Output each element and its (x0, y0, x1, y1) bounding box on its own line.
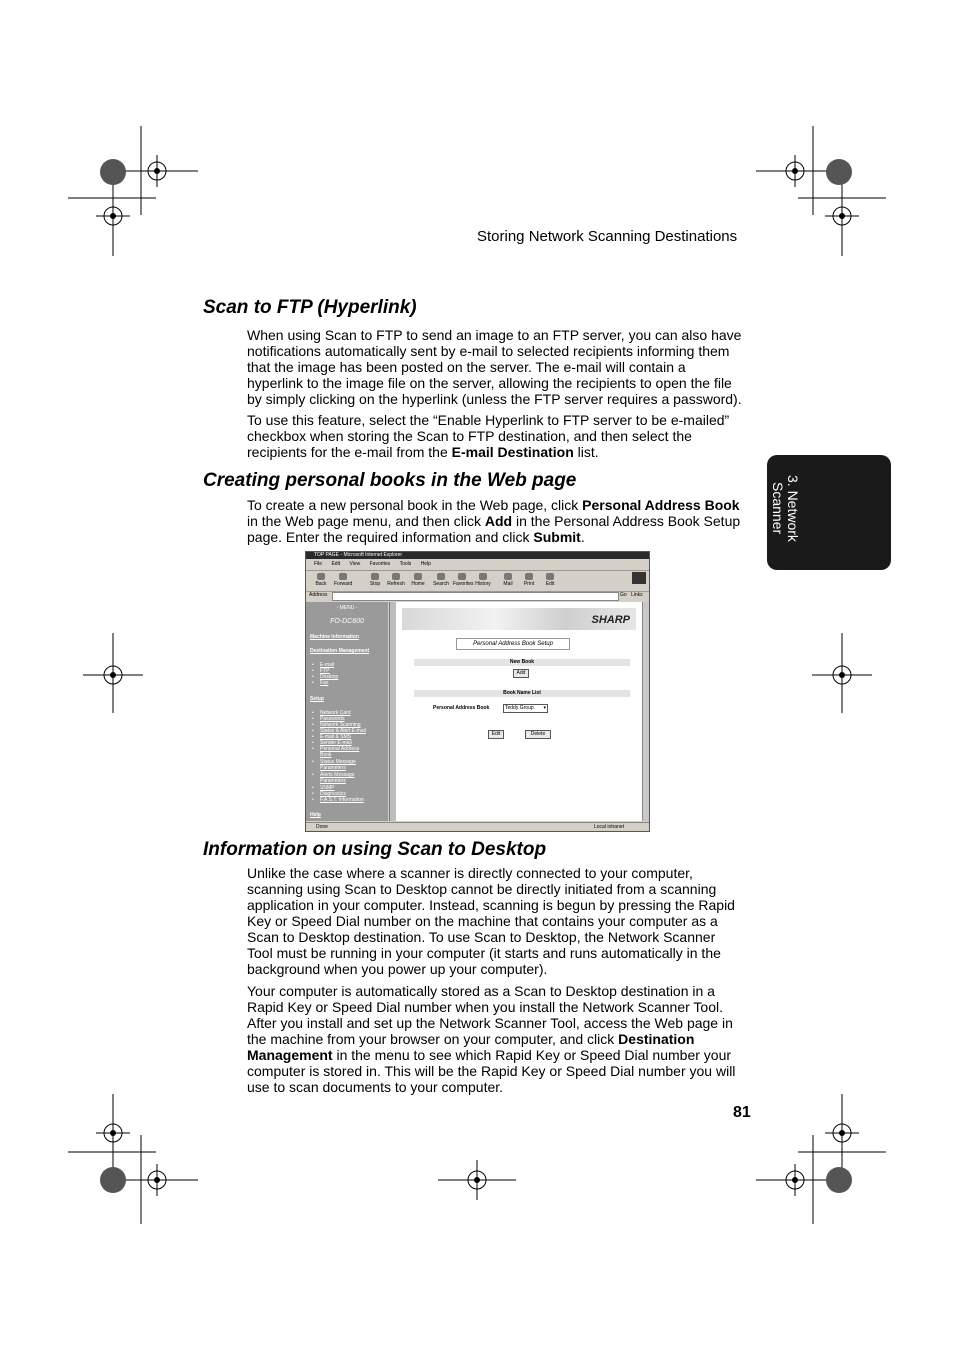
section-heading-scan-to-desktop: Information on using Scan to Desktop (203, 839, 547, 860)
status-text: Done (316, 824, 328, 830)
book-name-list-bar: Book Name List (414, 690, 630, 697)
section-heading-scan-to-ftp: Scan to FTP (Hyperlink) (203, 297, 417, 318)
search-button[interactable]: Search (432, 573, 450, 587)
history-button[interactable]: History (474, 573, 492, 587)
running-header: Storing Network Scanning Destinations (477, 228, 738, 245)
book-select[interactable]: Teddy Group ▾ (505, 705, 546, 711)
address-input[interactable] (332, 592, 619, 601)
menu-item[interactable]: File (314, 561, 323, 567)
back-icon (317, 573, 325, 580)
history-icon (479, 573, 487, 580)
sidebar-item-snmp[interactable]: • SNMP (320, 785, 334, 791)
chapter-tab-label (767, 455, 891, 570)
paragraph: To use this feature, select the “Enable Hyperlink to FTP server to be e-mailed” checkbox when storing the Scan to FTP destination, and then select the recipients for the e-mail from the E-mail Destination list. (247, 412, 730, 460)
zone-text: Local intranet (594, 824, 625, 830)
sidebar-scrollbar[interactable] (389, 602, 396, 821)
go-button[interactable]: Go (620, 592, 627, 598)
refresh-icon (392, 573, 400, 580)
web-menu-sidebar (306, 602, 388, 821)
chevron-down-icon: ▾ (543, 705, 546, 711)
menu-item[interactable]: Favorites (369, 561, 391, 567)
home-icon (414, 573, 422, 580)
print-icon (525, 573, 533, 580)
links-label[interactable]: Links (631, 592, 643, 598)
sidebar-item-personal-address-book[interactable]: • Personal Address Book (320, 746, 370, 758)
model-name: FO-DC600 (330, 618, 364, 625)
sidebar-item-status-alert-email[interactable]: • Status & Alert E-mail (320, 728, 366, 734)
menu-item[interactable]: Edit (331, 561, 341, 567)
add-button[interactable]: Add (513, 669, 529, 678)
pab-label: Personal Address Book (433, 705, 490, 711)
browser-title-bar: TOP PAGE - Microsoft Internet Explorer (306, 552, 649, 559)
edit-book-button[interactable]: Edit (488, 730, 504, 739)
address-bar (306, 591, 649, 600)
new-book-bar: New Book (414, 659, 630, 666)
sidebar-item-email-sms[interactable]: • E-mail & SMS (320, 734, 351, 740)
browser-menu-bar (306, 560, 649, 568)
print-button[interactable]: Print (520, 573, 538, 587)
edit-button[interactable]: Edit (541, 573, 559, 587)
help-link[interactable]: Help (310, 812, 321, 818)
menu-heading: - MENU - (336, 605, 358, 611)
stop-button[interactable]: Stop (366, 573, 384, 587)
destination-management-link[interactable]: Destination Management (310, 648, 370, 654)
stop-icon (371, 573, 379, 580)
browser-screenshot (305, 551, 650, 832)
menu-item[interactable]: View (349, 561, 361, 567)
paragraph: Your computer is automatically stored as a Scan to Desktop destination in a Rapid Key or Speed Dial number when you install the Network Scanner Tool. After you install and set up the Network Scanner Tool, access the Web page in the machine from your browser on your computer, and click Destination Management in the menu to see which Rapid Key or Speed Dial number your computer is stored in. This will be the Rapid Key or Speed Dial number you will use to scan documents to your computer. (247, 983, 736, 1095)
ie-logo-icon (632, 572, 646, 584)
delete-button[interactable]: Delete (525, 730, 551, 739)
sidebar-item-email[interactable]: • E-mail (320, 662, 334, 668)
sidebar-item-desktop[interactable]: • Desktop (320, 674, 338, 680)
sidebar-item-status-message[interactable]: • Status Message Parameters (320, 759, 370, 771)
content-scrollbar[interactable] (642, 602, 649, 821)
home-button[interactable]: Home (409, 573, 427, 587)
sidebar-item-alerts-message[interactable]: • Alerts Message Parameters (320, 772, 370, 784)
browser-status-bar (306, 822, 649, 832)
refresh-button[interactable]: Refresh (387, 573, 405, 587)
page-number: 81 (733, 1104, 751, 1121)
sidebar-item-fast-information[interactable]: • F.A.S.T. Information (320, 797, 364, 803)
back-button[interactable]: Back (312, 573, 330, 587)
forward-icon (339, 573, 347, 580)
favorites-button[interactable]: Favorites (453, 573, 471, 587)
sidebar-item-sender-email[interactable]: • Sender E-mail (320, 740, 352, 746)
menu-item[interactable]: Help (420, 561, 431, 567)
web-content-pane (396, 602, 642, 821)
page-title: Personal Address Book Setup (456, 638, 570, 650)
sidebar-item-network-card[interactable]: • Network Card (320, 710, 351, 716)
machine-information-link[interactable]: Machine Information (310, 634, 359, 640)
sidebar-item-ftp[interactable]: • FTP (320, 668, 329, 674)
paragraph: When using Scan to FTP to send an image to an FTP server, you can also have notifications automatically sent by e-mail to selected recipients informing them that the image has been posted on the server. The e-mail will contain a hyperlink to the image file on the server, allowing the recipients to open the file by simply clicking on the hyperlink (unless the FTP server requires a password). (247, 327, 742, 407)
sidebar-item-diagnostics[interactable]: • Diagnostics (320, 791, 346, 797)
setup-link[interactable]: Setup (310, 696, 324, 702)
favorites-icon (458, 573, 466, 580)
sidebar-item-network-scanning[interactable]: • Network Scanning (320, 722, 361, 728)
section-heading-personal-books: Creating personal books in the Web page (203, 470, 577, 491)
menu-item[interactable]: Tools (399, 561, 412, 567)
address-label: Address (309, 592, 328, 598)
paragraph: Unlike the case where a scanner is directly connected to your computer, scanning using Scan to Desktop cannot be directly initiated from a scanning application in your computer. Instead, scanning is begun by pressing the Rapid Key or Speed Dial number on the machine that contains your computer as a Scan to Desktop destination. To use Scan to Desktop, the Network Scanner Tool must be running in your computer (it starts and runs automatically in the background when you power up your computer). (247, 865, 735, 977)
edit-icon (546, 573, 554, 580)
sharp-logo: SHARP (591, 614, 630, 626)
browser-toolbar (306, 570, 649, 592)
sidebar-item-fax[interactable]: • Fax (320, 680, 328, 686)
chapter-tab-line1: 3. Network (785, 475, 801, 542)
sharp-banner (402, 608, 636, 630)
mail-button[interactable]: Mail (499, 573, 517, 587)
forward-button[interactable]: Forward (334, 573, 352, 587)
search-icon (437, 573, 445, 580)
mail-icon (504, 573, 512, 580)
chapter-tab-line2: Scanner (770, 482, 786, 535)
sidebar-item-passwords[interactable]: • Passwords (320, 716, 344, 722)
paragraph: To create a new personal book in the Web page, click Personal Address Book in the Web page menu, and then click Add in the Personal Address Book Setup page. Enter the required information and click Submit. (247, 497, 741, 545)
